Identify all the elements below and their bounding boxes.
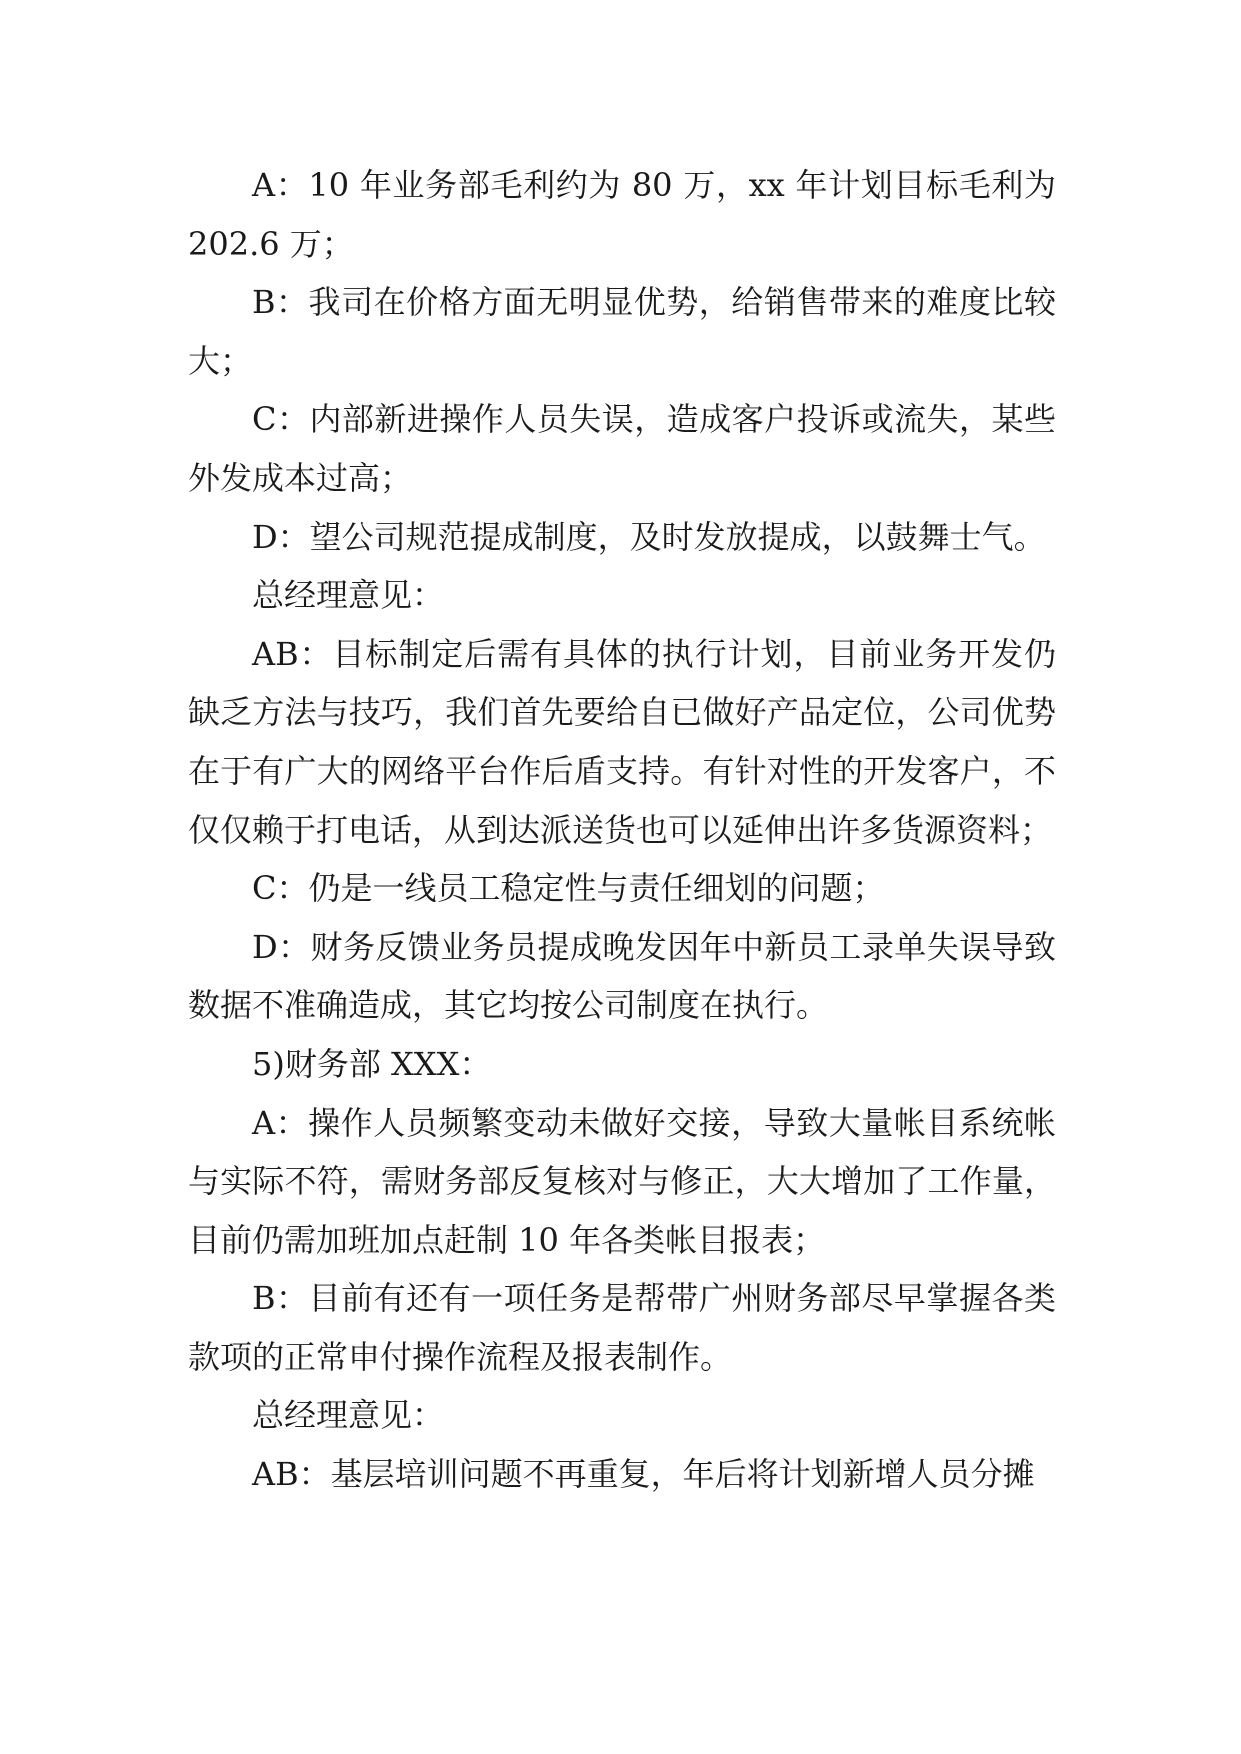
gm-opinion-c: C：仍是一线员工稳定性与责任细划的问题； <box>252 869 885 908</box>
finance-dept-heading: 5)财务部 XXX： <box>252 1044 492 1083</box>
paragraph-business-a: A：10 年业务部毛利约为 80 万，xx 年计划目标毛利为 202.6 万； <box>188 166 1056 263</box>
paragraph-business-d: D：望公司规范提成制度，及时发放提成，以鼓舞士气。 <box>252 517 1046 556</box>
gm-opinion-finance-ab: AB：基层培训问题不再重复，年后将计划新增人员分摊 <box>252 1455 1035 1494</box>
gm-opinion-ab: AB：目标制定后需有具体的执行计划，目前业务开发仍缺乏方法与技巧，我们首先要给自已做好产品定位，公司优势在于有广大的网络平台作后盾支持。有针对性的开发客户，不仅仅赖于打电话，从到达派送货也可以延伸出许多货源资料； <box>188 634 1056 849</box>
paragraph-finance-a: A：操作人员频繁变动未做好交接，导致大量帐目系统帐与实际不符，需财务部反复核对与修正，大大增加了工作量，目前仍需加班加点赶制 10 年各类帐目报表； <box>188 1103 1056 1259</box>
document-body <box>188 156 1056 1504</box>
paragraph-business-c: C：内部新进操作人员失误，造成客户投诉或流失，某些外发成本过高； <box>188 400 1056 497</box>
gm-opinion-heading: 总经理意见： <box>252 576 445 615</box>
paragraph-business-b: B：我司在价格方面无明显优势，给销售带来的难度比较大； <box>188 283 1056 380</box>
paragraph-finance-b: B：目前有还有一项任务是帮带广州财务部尽早掌握各类款项的正常申付操作流程及报表制作。 <box>188 1279 1056 1376</box>
gm-opinion-d: D：财务反馈业务员提成晚发因年中新员工录单失误导致数据不准确造成，其它均按公司制度在执行。 <box>188 927 1056 1025</box>
gm-opinion-heading-2: 总经理意见： <box>252 1396 445 1435</box>
